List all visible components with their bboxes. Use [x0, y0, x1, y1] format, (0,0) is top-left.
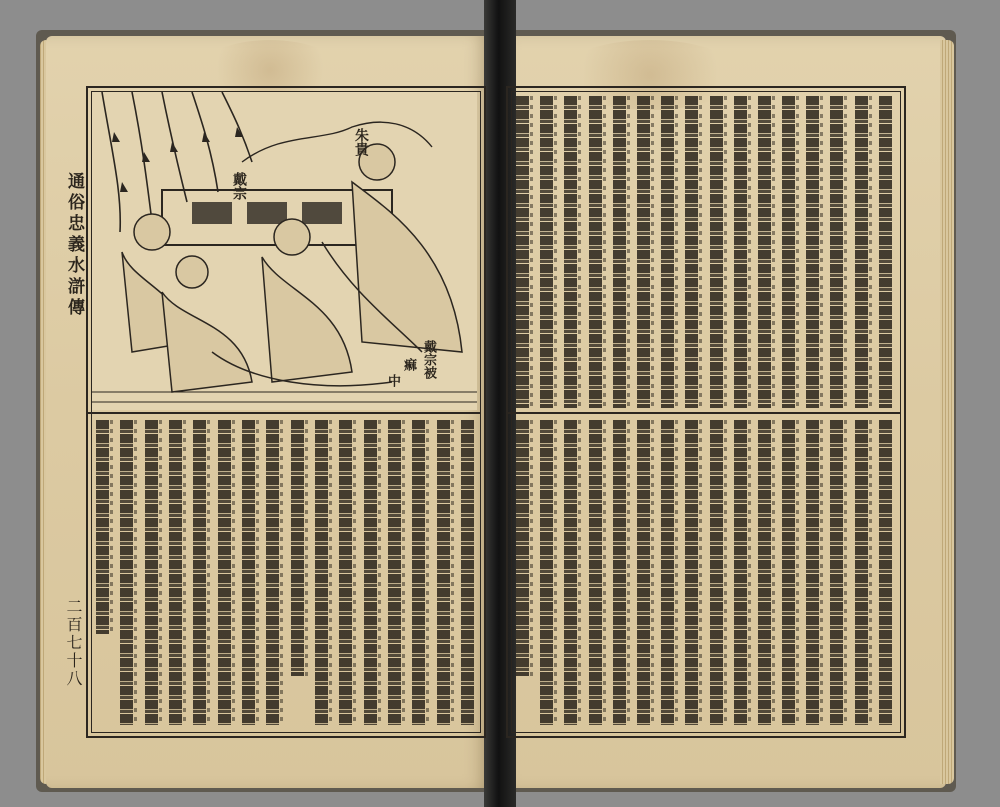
left-lower-text — [96, 420, 474, 725]
illustration-caption-3: 中 — [385, 374, 400, 387]
illustration-caption-1: 戴宗被 — [421, 340, 436, 379]
page-number: 二百七十八 — [64, 598, 83, 688]
right-lower-text — [516, 420, 892, 725]
woodblock-illustration — [92, 92, 477, 410]
illustration-label-daizong: 戴宗 — [231, 172, 247, 200]
illustration-drawing — [92, 92, 477, 410]
illustration-label-zhugui: 朱貴 — [353, 128, 369, 156]
right-page-divider — [508, 412, 900, 414]
left-page-divider — [88, 412, 480, 414]
running-title: 通俗忠義水滸傳 — [64, 172, 84, 319]
right-upper-text — [516, 96, 892, 408]
page-edge-right — [940, 40, 954, 784]
illustration-caption-2: 痲 — [401, 358, 416, 371]
